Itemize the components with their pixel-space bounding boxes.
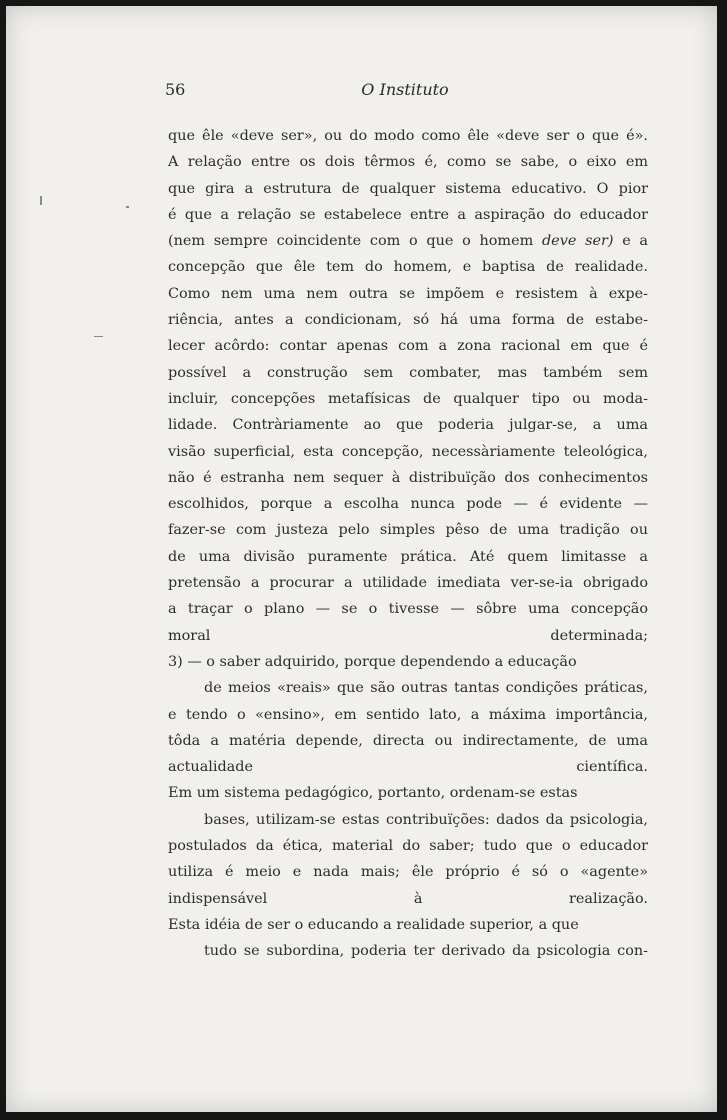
text-line: concepção que êle tem do homem, e baptisa de realidade. — [168, 259, 648, 276]
text-line: de uma divisão puramente prática. Até quem limitasse a — [168, 548, 648, 565]
text-line: pretensão a procurar a utilidade imediata ver-se-ia obrigado — [168, 575, 648, 592]
text-line: Em um sistema pedagógico, portanto, ordenam-se estas — [168, 785, 578, 802]
text-line: indispensável à realização. — [168, 890, 648, 907]
text-line: tôda a matéria depende, directa ou indirectamente, de uma — [168, 732, 648, 749]
text-line: não é estranha nem sequer à distribuïção dos conhecimentos — [168, 469, 648, 486]
text-line: fazer-se com justeza pelo simples pêso de uma tradição ou — [168, 522, 648, 539]
text-line: que êle «deve ser», ou do modo como êle «deve ser o que é». — [168, 128, 648, 144]
text-line: tudo se subordina, poderia ter derivado da psicologia con- — [204, 943, 648, 960]
running-header — [165, 80, 645, 102]
text-line: que gira a estrutura de qualquer sistema educativo. O pior — [168, 180, 648, 197]
scan-mark — [126, 206, 129, 208]
text-line: visão superficial, esta concepção, necessàriamente teleológica, — [168, 443, 648, 460]
text-line: Esta idéia de ser o educando a realidade superior, a que — [168, 916, 579, 933]
text-line: bases, utilizam-se estas contribuïções: dados da psicologia, — [204, 811, 648, 828]
running-title: O Instituto — [361, 80, 449, 99]
text-line: possível a construção sem combater, mas também sem — [168, 364, 648, 381]
scan-mark — [40, 196, 42, 205]
text-line: A relação entre os dois têrmos é, como se sabe, o eixo em — [168, 154, 648, 171]
text-line: lidade. Contràriamente ao que poderia julgar-se, a uma — [168, 417, 648, 434]
text-line: actualidade científica. — [168, 759, 648, 776]
emphasis-text: deve ser) — [541, 233, 614, 250]
text-line: escolhidos, porque a escolha nunca pode — é evidente — — [168, 496, 648, 513]
text-line: Como nem uma nem outra se impõem e resistem à expe- — [168, 285, 648, 302]
text-line: utiliza é meio e nada mais; êle próprio é só o «agente» — [168, 864, 648, 881]
text-line: riência, antes a condicionam, só há uma forma de estabe- — [168, 312, 648, 329]
scan-mark — [94, 336, 103, 337]
page-number: 56 — [165, 80, 186, 99]
text-line: lecer acôrdo: contar apenas com a zona racional em que é — [168, 338, 648, 355]
text-line: é que a relação se estabelece entre a aspiração do educador — [168, 206, 648, 223]
text-line-part: e a — [613, 233, 648, 250]
text-line: postulados da ética, material do saber; tudo que o educador — [168, 838, 648, 855]
document-page — [6, 6, 717, 1112]
text-line — [168, 965, 648, 991]
text-line: e tendo o «ensino», em sentido lato, a máxima importância, — [168, 706, 648, 723]
text-line-part: (nem sempre coincidente com o que o homem — [168, 233, 542, 250]
text-line: de meios «reais» que são outras tantas condições práticas, — [204, 680, 648, 697]
text-line: moral determinada; — [168, 627, 648, 644]
text-line — [168, 228, 648, 254]
text-line: incluir, concepções metafísicas de qualquer tipo ou moda- — [168, 390, 648, 407]
text-line: a traçar o plano — se o tivesse — sôbre uma concepção — [168, 601, 648, 618]
text-line: 3) — o saber adquirido, porque dependendo a educação — [168, 653, 577, 670]
body-text — [168, 123, 648, 991]
